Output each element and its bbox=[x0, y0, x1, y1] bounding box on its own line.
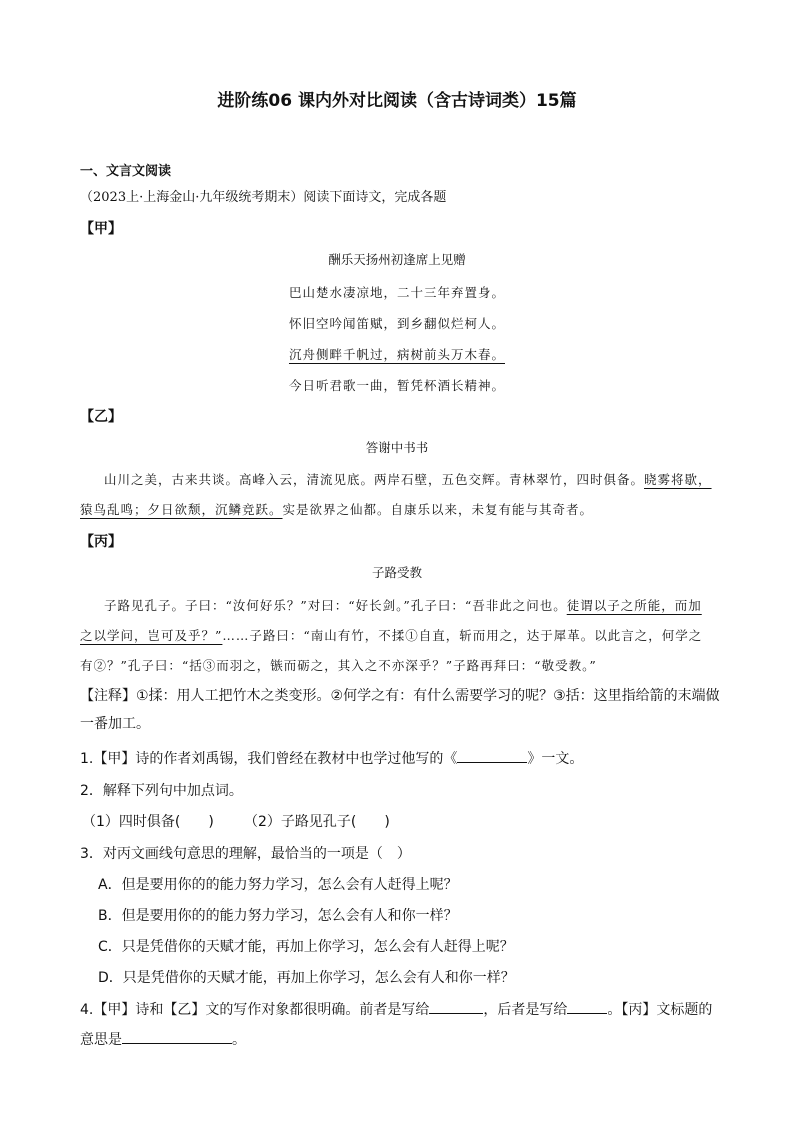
bing-line1-plain: 子路见孔子。子曰：“汝何好乐？”对曰：“好长剑。”孔子曰：“吾非此之问也。 bbox=[104, 598, 567, 613]
q1-text-post: 》一文。 bbox=[527, 751, 584, 767]
question-4-line-1 bbox=[80, 999, 712, 1019]
question-2: 2．解释下列句中加点词。 bbox=[80, 783, 243, 799]
prose-title-bing: 子路受教 bbox=[371, 565, 422, 580]
q3-option-c[interactable]: C．只是凭借你的天赋才能，再加上你学习，怎么会有人赶得上呢？ bbox=[98, 939, 514, 955]
yi-line2-underlined: 猿鸟乱鸣；夕日欲颓，沉鳞竞跃。 bbox=[80, 502, 283, 517]
page-title: 进阶练06 课内外对比阅读（含古诗词类）15篇 bbox=[217, 91, 577, 111]
poem-line-4: 今日听君歌一曲，暂凭杯酒长精神。 bbox=[288, 378, 505, 393]
q4-answer-blank-2[interactable] bbox=[567, 1001, 607, 1014]
question-3: 3．对丙文画线句意思的理解，最恰当的一项是（ ） bbox=[80, 846, 411, 862]
prose-title-yi: 答谢中书书 bbox=[365, 440, 429, 455]
q2-item-2: （2）子路见孔子( ) bbox=[244, 814, 390, 830]
yi-paragraph-line-1 bbox=[104, 470, 744, 488]
question-1 bbox=[80, 748, 583, 768]
q4-answer-blank-3[interactable] bbox=[122, 1031, 232, 1044]
yi-line1-underlined: 晓雾将歇， bbox=[644, 472, 712, 487]
bing-paragraph-line-3: 有②？”孔子曰：“括③而羽之，镞而砺之，其入之不亦深乎？”子路再拜曰：“敬受教。” bbox=[80, 658, 597, 673]
q4-text-mid: ，后者是写给 bbox=[483, 1002, 568, 1018]
poem-line-3-text: 沉舟侧畔千帆过，病树前头万木春。 bbox=[288, 347, 505, 362]
q2-item-1: （1）四时俱备( ) bbox=[82, 814, 214, 830]
q4-line2-post: 。 bbox=[232, 1032, 246, 1048]
q1-answer-blank[interactable] bbox=[457, 750, 527, 763]
bing-line1-underlined: 徒谓以子之所能，而加 bbox=[566, 598, 702, 613]
poem-title-jia: 酬乐天扬州初逢席上见赠 bbox=[328, 252, 466, 267]
q4-text-pre: 4.【甲】诗和【乙】文的写作对象都很明确。前者是写给 bbox=[80, 1002, 430, 1018]
bing-paragraph-line-1 bbox=[104, 596, 744, 614]
tag-jia: 【甲】 bbox=[80, 221, 122, 237]
q4-line2-pre: 意思是 bbox=[80, 1032, 122, 1048]
yi-paragraph-line-2 bbox=[80, 500, 720, 518]
q3-option-a[interactable]: A．但是要用你的的能力努力学习，怎么会有人赶得上呢？ bbox=[98, 877, 458, 893]
tag-yi: 【乙】 bbox=[80, 409, 122, 425]
poem-line-1: 巴山楚水凄凉地，二十三年弃置身。 bbox=[288, 285, 505, 300]
question-4-line-2 bbox=[80, 1029, 246, 1049]
annotation-note: 【注释】①揉：用人工把竹木之类变形。②何学之有：有什么需要学习的呢？③括：这里指给箭的末端做一番加工。 bbox=[80, 688, 720, 732]
yi-line1-plain: 山川之美，古来共谈。高峰入云，清流见底。两岸石壁，五色交辉。青林翠竹，四时俱备。 bbox=[104, 472, 645, 487]
source-line: （2023上·上海金山·九年级统考期末）阅读下面诗文，完成各题 bbox=[80, 190, 447, 205]
poem-line-3 bbox=[0, 345, 794, 363]
bing-paragraph-line-2 bbox=[80, 626, 720, 644]
bing-line2-plain: ……子路曰：“南山有竹，不揉①自直，斩而用之，达于犀革。以此言之，何学之 bbox=[222, 628, 703, 643]
poem-line-2: 怀旧空吟闻笛赋，到乡翻似烂柯人。 bbox=[288, 316, 505, 331]
q3-option-d[interactable]: D．只是凭借你的天赋才能，再加上你学习，怎么会有人和你一样？ bbox=[98, 970, 515, 986]
yi-line2-plain: 实是欲界之仙都。自康乐以来，未复有能与其奇者。 bbox=[282, 502, 594, 517]
tag-bing: 【丙】 bbox=[80, 534, 122, 550]
q1-text-pre: 1.【甲】诗的作者刘禹锡，我们曾经在教材中也学过他写的《 bbox=[80, 751, 458, 767]
section-heading: 一、文言文阅读 bbox=[80, 164, 172, 179]
q3-option-b[interactable]: B．但是要用你的的能力努力学习，怎么会有人和你一样？ bbox=[98, 908, 458, 924]
q4-text-mid2: 。【丙】文标题的 bbox=[607, 1002, 713, 1018]
q4-answer-blank-1[interactable] bbox=[429, 1001, 483, 1014]
bing-line2-underlined: 之以学问，岂可及乎？” bbox=[80, 628, 223, 643]
